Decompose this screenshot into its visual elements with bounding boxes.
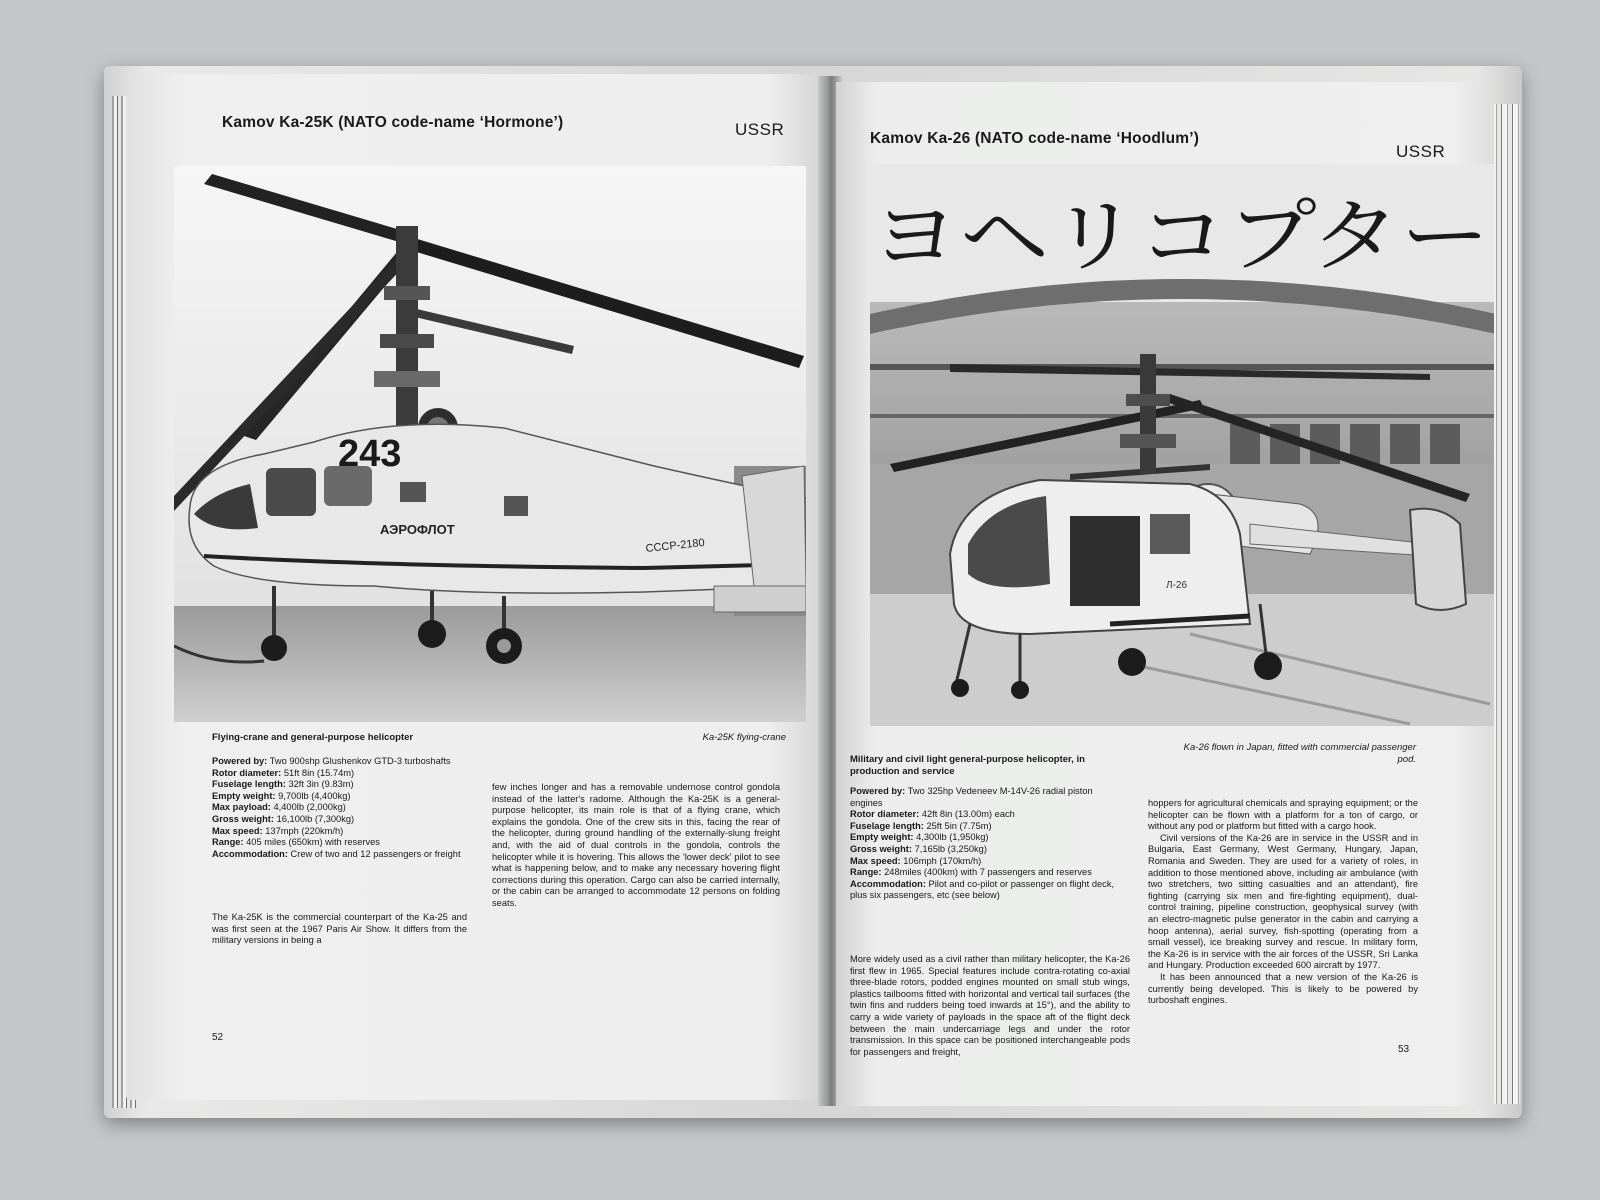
spec-row: Powered by: Two 900shp Glushenkov GTD-3 turboshafts [212,756,451,766]
spec-row: Empty weight: 4,300lb (1,950kg) [850,832,989,843]
spec-row: Fuselage length: 32ft 3in (9.83m) [212,779,354,790]
photo-caption: Ka-26 flown in Japan, fitted with commercial passenger pod. [1183,742,1416,765]
fuselage-marking: Л-26 [1166,580,1188,591]
hangar-sign: ヨヘリコプター [870,190,1490,283]
spec-row: Gross weight: 7,165lb (3,250kg) [850,843,987,854]
spec-row: Gross weight: 16,100lb (7,300kg) [212,813,355,824]
country-label: USSR [1396,142,1446,161]
tail-registration: СССР-2180 [645,536,706,555]
spec-row: Accommodation: Crew of two and 12 passengers or freight [212,848,461,859]
spec-row: Max speed: 106mph (170km/h) [850,855,982,866]
helicopter-photo [870,164,1494,726]
country-label: USSR [735,120,785,139]
body-text-col1: The Ka-25K is the commercial counterpart of the Ka-25 and was first seen at the 1967 Paris Air Show. It differs from the military versions in being a [212,912,467,946]
body-text-col1: More widely used as a civil rather than military helicopter, the Ka-26 first flew in 1965. Special features include contra-rotating co-axial three-blade rotors, podded engines mounted on small stub wings, plastics tailbooms fitted with horizontal and vertical tail surfaces (the twin fins and rudders being toed inwards at 15°), and the ability to carry a wide variety of payloads in the space aft of the flight deck between the main undercarriage legs and under the rotor transmission. In this space can be positioned interchangeable pods for passengers and freight, [850,954,1130,1057]
page-title: Kamov Ka-26 (NATO code-name ‘Hoodlum’) [870,130,1200,147]
page-title: Kamov Ka-25K (NATO code-name ‘Hormone’) [222,114,564,131]
spec-row: Empty weight: 9,700lb (4,400kg) [212,790,351,801]
body-text-col2: few inches longer and has a removable undernose control gondola instead of the latter's radome. Although the Ka-25K is a general-purpose helicopter, its main role is that of a flying crane, which explains the gondola. One of the crew sits in this, facing the rear of the helicopter, during ground handling of the externally-slung freight and, with the aid of dual controls in the gondola, controls the helicopter while it is hovering. This allows the 'lower deck' pilot to see what is happening below, and to make any necessary hovering flight corrections during this operation. Cargo can also be carried internally, or the cabin can be arranged to accommodate 12 persons on folding seats. [492,782,780,908]
spec-row: Range: 248miles (400km) with 7 passengers and reserves [850,867,1092,878]
spec-row: Accommodation: Pilot and co-pilot or passenger on flight deck, plus six passengers, etc (see below) [850,878,1115,901]
airline-marking: АЭРОФЛОТ [380,522,455,537]
registration-number: 243 [338,433,402,475]
spec-row: Max speed: 137mph (220km/h) [212,825,344,836]
page-number: 53 [1398,1044,1410,1055]
photo-caption: Ka-25K flying-crane [702,732,786,743]
spec-row: Rotor diameter: 51ft 8in (15.74m) [212,767,355,778]
left-page [126,74,824,1100]
subhead: Military and civil light general-purpose helicopter, in production and service [850,754,1085,777]
spec-list [212,756,467,860]
body-paragraph: hoppers for agricultural chemicals and spraying equipment; or the helicopter can be flown with a platform for a ton of cargo, or without any pod or platform but fitted with a cargo hook. [1148,798,1418,832]
spec-row: Range: 405 miles (650km) with reserves [212,837,380,848]
spec-list [850,786,1125,902]
body-text-col2 [1148,798,1418,1007]
spec-row: Rotor diameter: 42ft 8in (13.00m) each [850,809,1015,820]
subhead: Flying-crane and general-purpose helicopter [212,732,414,743]
page-number: 52 [212,1032,224,1043]
right-page [836,82,1494,1106]
body-paragraph: It has been announced that a new version of the Ka-26 is currently being developed. This is likely to be powered by turboshaft engines. [1148,971,1418,1006]
spec-row: Fuselage length: 25ft 5in (7.75m) [850,820,992,831]
body-paragraph: Civil versions of the Ka-26 are in service in the USSR and in Bulgaria, East Germany, West Germany, Hungary, Japan, Romania and Sweden. They are used for a variety of roles, in addition to those mentioned above, including air ambulance (with two stretchers, two sitting casualties and an attendant), fire fighting (carrying six men and fire-fighting equipment), dual-control training, pipeline construction, geophysical survey (with an electro-magnetic pulse generator in the cabin and carrying a hoop antenna), aerial survey, fish-spotting (operating from a small vessel), ice breaking survey and rescue. In military form, the Ka-26 is in service with the air forces of the USSR, Sri Lanka and Hungary. Production exceeded 600 aircraft by 1977. [1148,832,1418,971]
spec-row: Powered by: Two 325hp Vedeneev M-14V-26 radial piston engines [850,786,1093,808]
spec-row: Max payload: 4,400lb (2,000kg) [212,802,346,813]
helicopter-photo [174,166,806,722]
